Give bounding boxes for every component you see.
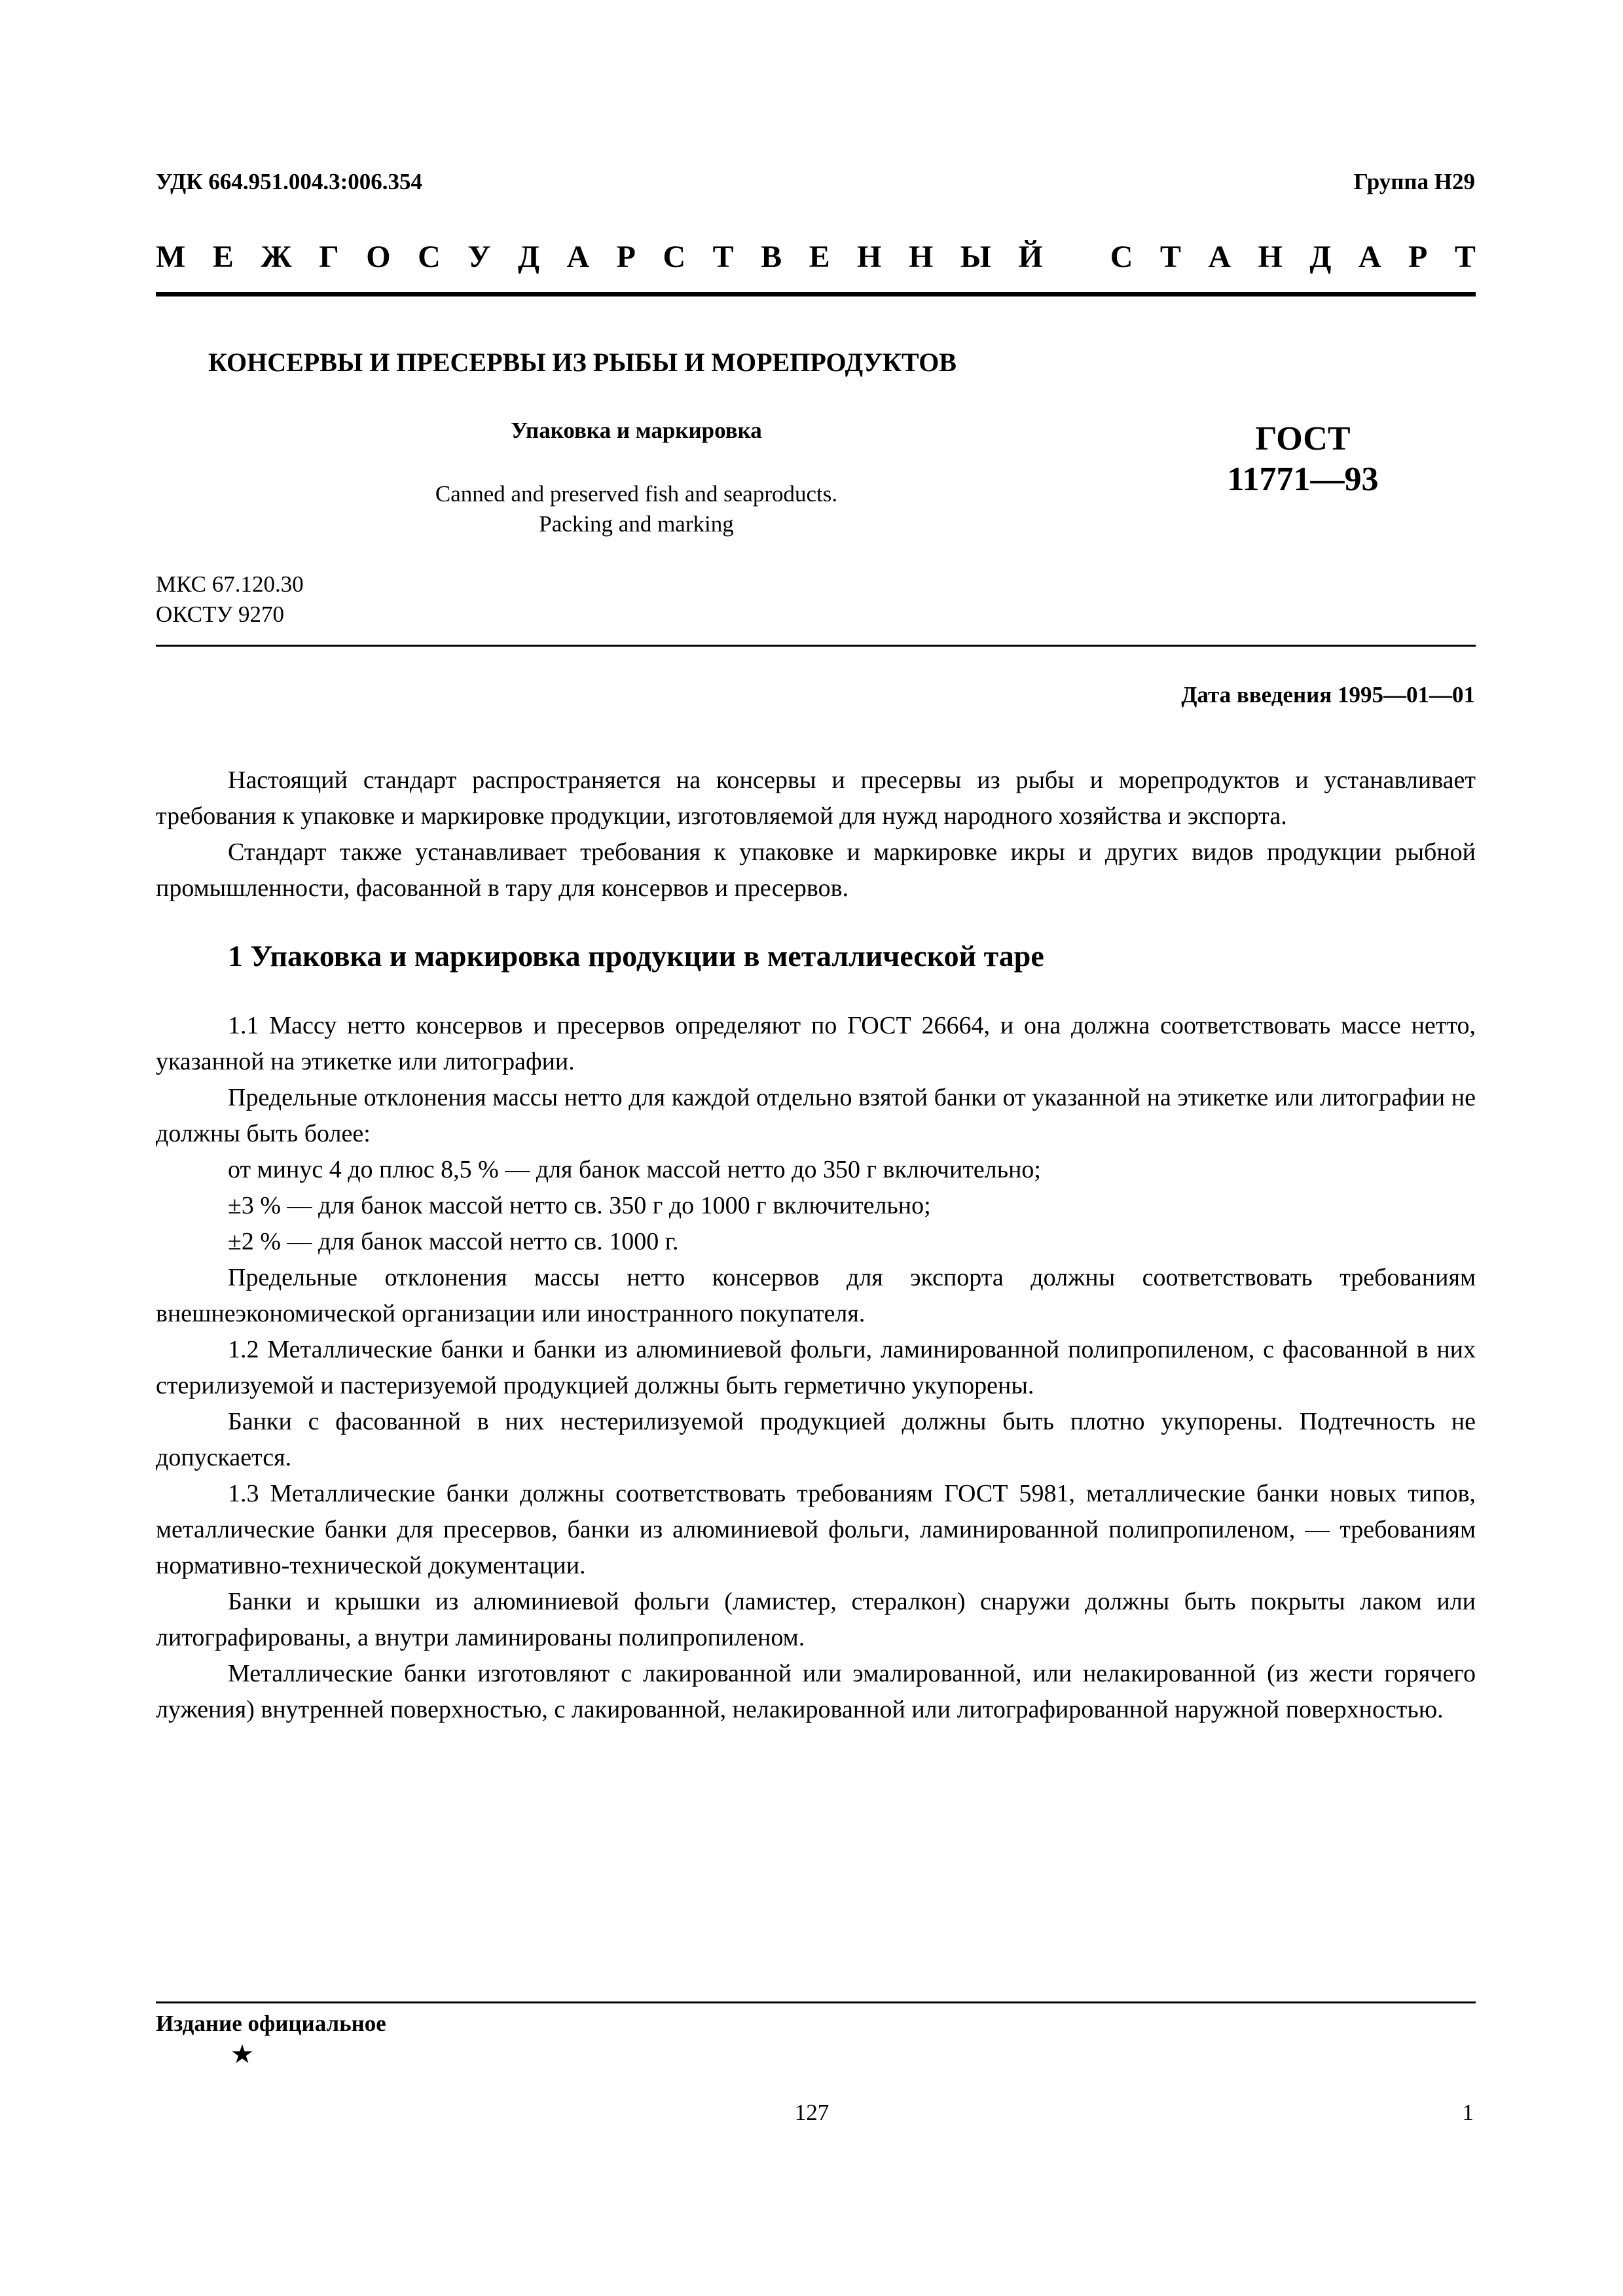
document-subtitle: Упаковка и маркировка xyxy=(511,418,762,443)
banner-letter: С xyxy=(663,240,686,274)
deviation-item-b: ±3 % — для банок массой нетто св. 350 г до 1000 г включительно; xyxy=(228,1192,931,1219)
banner-letter: Г xyxy=(319,240,339,274)
metal-cans-paragraph: Металлические банки изготовляют с лакированной или эмалированной, или нелакированной (из жести горячего лужения) внутренней поверхностью, с лакированной, нелакированной или литографированной наружной поверхностью. xyxy=(156,1660,1476,1723)
deviation-paragraph: Предельные отклонения массы нетто для каждой отдельно взятой банки от указанной на этикетке или литографии не должны быть более: xyxy=(156,1084,1476,1147)
section-1-heading: 1 Упаковка и маркировка продукции в металлической таре xyxy=(228,939,1044,973)
star-icon: ★ xyxy=(230,2039,254,2069)
banner-letter: А xyxy=(1208,240,1231,274)
classification-codes xyxy=(156,569,304,630)
banner-letter: А xyxy=(566,240,590,274)
footer-rule xyxy=(156,2001,1476,2003)
banner-letter: Т xyxy=(1159,240,1181,274)
official-edition-label: Издание официальное xyxy=(156,2011,386,2036)
banner-letter: У xyxy=(467,240,491,274)
non-sterilized-paragraph: Банки с фасованной в них нестерилизуемой продукцией должны быть плотно укупорены. Подтечность не допускается. xyxy=(156,1408,1476,1471)
gost-designation xyxy=(1165,419,1440,500)
standard-banner xyxy=(156,239,1476,275)
banner-letter: Е xyxy=(212,240,234,274)
banner-letter: Ж xyxy=(261,240,292,274)
banner-letter: С xyxy=(1110,240,1133,274)
banner-letter: Й xyxy=(1018,240,1043,274)
banner-letter: Д xyxy=(1309,240,1332,274)
banner-letter: А xyxy=(1358,240,1381,274)
banner-letter: Н xyxy=(908,240,934,274)
page-number: 127 xyxy=(794,2100,830,2125)
english-title-line-2: Packing and marking xyxy=(539,511,734,537)
clause-1-1: 1.1 Массу нетто консервов и пресервов определяют по ГОСТ 26664, и она должна соответствовать массе нетто, указанной на этикетке или литографии. xyxy=(156,1012,1476,1075)
clause-1-3: 1.3 Металлические банки должны соответствовать требованиям ГОСТ 5981, металлические банки новых типов, металлические банки для пресервов, банки из алюминиевой фольги, ламинированной полипропиленом, — требованиям нормативно-технической документации. xyxy=(156,1480,1476,1579)
deviation-item-c: ±2 % — для банок массой нетто св. 1000 г. xyxy=(228,1228,679,1255)
intro-paragraph-1: Настоящий стандарт распространяется на консервы и пресервы из рыбы и морепродуктов и устанавливает требования к упаковке и маркировке продукции, изготовляемой для нужд народного хозяйства и экспорта. xyxy=(156,766,1476,830)
sheet-number: 1 xyxy=(1462,2100,1474,2125)
banner-letter: Т xyxy=(712,240,734,274)
document-body xyxy=(156,762,1476,1728)
banner-letter: Н xyxy=(1258,240,1283,274)
banner-letter: Р xyxy=(1408,240,1428,274)
codes-rule xyxy=(156,645,1476,647)
banner-letter: М xyxy=(156,240,186,274)
foil-lids-paragraph: Банки и крышки из алюминиевой фольги (ламистер, стералкон) снаружи должны быть покрыты лаком или литографированы, а внутри ламинированы полипропиленом. xyxy=(156,1588,1476,1651)
gost-label: ГОСТ xyxy=(1255,420,1351,457)
gost-number: 11771—93 xyxy=(1227,461,1379,498)
document-title: КОНСЕРВЫ И ПРЕСЕРВЫ ИЗ РЫБЫ И МОРЕПРОДУКТОВ xyxy=(208,348,957,377)
banner-letter: Т xyxy=(1454,240,1476,274)
group-code: Группа Н29 xyxy=(1353,169,1475,194)
banner-word-gap xyxy=(1070,239,1083,275)
header-rule xyxy=(156,292,1476,296)
udk-code: УДК 664.951.004.3:006.354 xyxy=(156,169,423,194)
banner-letter: В xyxy=(761,240,782,274)
deviation-item-a: от минус 4 до плюс 8,5 % — для банок массой нетто до 350 г включительно; xyxy=(228,1156,1041,1183)
banner-letter: Д xyxy=(517,240,540,274)
clause-1-2: 1.2 Металлические банки и банки из алюминиевой фольги, ламинированной полипропиленом, с фасованной в них стерилизуемой и пастеризуемой продукцией должны быть герметично укупорены. xyxy=(156,1336,1476,1399)
effective-date: Дата введения 1995—01—01 xyxy=(1181,682,1475,708)
export-paragraph: Предельные отклонения массы нетто консервов для экспорта должны соответствовать требованиям внешнеэкономической организации или иностранного покупателя. xyxy=(156,1264,1476,1327)
banner-letter: Ы xyxy=(960,240,991,274)
banner-letter: Р xyxy=(616,240,636,274)
intro-paragraph-2: Стандарт также устанавливает требования к упаковке и маркировке икры и других видов продукции рыбной промышленности, фасованной в тару для консервов и пресервов. xyxy=(156,838,1476,902)
english-title-line-1: Canned and preserved fish and seaproducts. xyxy=(435,481,838,507)
english-title xyxy=(367,479,906,539)
okstu-code: ОКСТУ 9270 xyxy=(156,601,285,627)
banner-letter: С xyxy=(418,240,441,274)
banner-letter: Е xyxy=(809,240,830,274)
banner-letter: О xyxy=(366,240,391,274)
mks-code: МКС 67.120.30 xyxy=(156,571,304,597)
banner-letter: Н xyxy=(857,240,882,274)
